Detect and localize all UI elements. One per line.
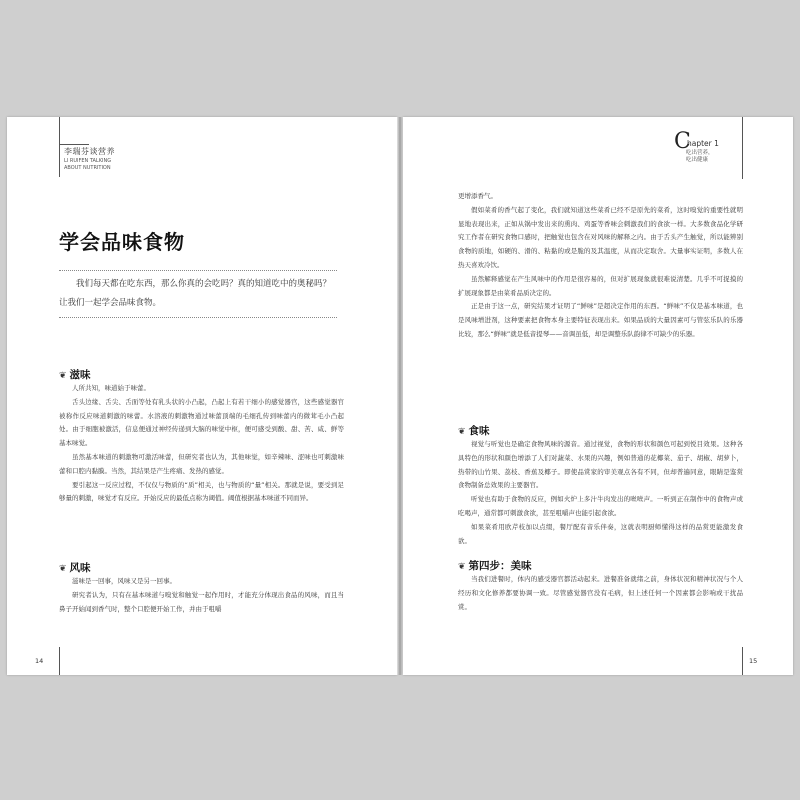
chapter-subtitle-line1: 吃出营养， bbox=[686, 150, 714, 156]
paragraph: 视觉与听觉也是确定食物风味的源音。通过视觉，食物的形状和颜色可起到悦目效果。这种各具特色的形状和颜色增添了人们对蔬菜、水果的兴趣，例如普通的花椰菜、茄子、胡椒、胡萝卜，热带的山竹果、荔枝、香蕉及椰子。即使品赏家的审美观点各有不同，但却普遍同意，眼睛是鉴赏食物制备总效果的主要器官。 bbox=[458, 440, 743, 490]
paragraph: 当我们进餐时，体内的感受器官都活动起来。进餐准备就绪之前，身体状况和精神状况与个人经历和文化修养都要协调一致。尽管感觉器官没有毛病，但上述任何一个因素都会影响或干扰品赏。 bbox=[458, 575, 743, 611]
footer-vertical-rule bbox=[742, 647, 743, 675]
section-heading-delicious bbox=[458, 554, 532, 573]
section-heading-taste bbox=[59, 363, 91, 382]
paragraph: 舌头边缘、舌尖、舌面等处有乳头状的小凸起，凸起上有若干细小的感觉器官，这些感觉器官被称作反应味道刺激的味蕾。水溶液的刺激物通过味蕾顶端的毛细孔传到味蕾内的微茸毛小凸起处。由于细胞被激活，信息便通过神经传递到大脑的味觉中枢，便可感受到酸、甜、苦、咸、鲜等基本味觉。 bbox=[59, 397, 344, 448]
page-number: 15 bbox=[749, 657, 758, 665]
leaf-icon: ❦ bbox=[458, 562, 466, 572]
leaf-icon: ❦ bbox=[59, 564, 67, 574]
paragraph: 人所共知，味道始于味蕾。 bbox=[72, 384, 150, 392]
paragraph: 假如菜肴的香气起了变化，我们就知道这些菜肴已经不是原先的菜肴，这时嗅觉的重要性就明显地表现出来，正如从锅中发出来的熏肉、鸡蛋等香味会刺激我们的食欲一样。大多数食品化学研究工作者在研究食物口感时，把触觉也包含在对风味的解释之内。由于舌头产生触觉，所以能辨别食物的质地，如硬的、滑的、粘黏的或是脆的及其温度，从而决定取舍。大量事实证明，多数人在热天喜欢冷饮。 bbox=[458, 205, 743, 269]
paragraph: 虽然基本味道的刺激物可激活味蕾，但研究者也认为，其他味觉，如辛辣味、涩味也可刺激味蕾和口腔内黏膜。当然，其结果是产生疼痛、发热的感觉。 bbox=[59, 452, 344, 475]
header-vertical-rule bbox=[742, 117, 743, 179]
title-divider-top bbox=[59, 270, 337, 271]
brand-title-cn: 李瑞芬谈营养 bbox=[64, 147, 115, 156]
section-heading-text: 风味 bbox=[69, 562, 91, 574]
section-heading-flavor bbox=[59, 556, 91, 575]
page-number: 14 bbox=[35, 657, 44, 665]
header-tick bbox=[59, 144, 89, 145]
page-title: 学会品味食物 bbox=[59, 230, 185, 254]
leaf-icon: ❦ bbox=[458, 427, 466, 437]
intro-paragraph: 我们每天都在吃东西，那么你真的会吃吗？真的知道吃中的奥秘吗？让我们一起学会品味食物。 bbox=[59, 279, 332, 308]
paragraph: 听觉也有助于食物的反应，例如火炉上多汁牛肉发出的咝咝声。一听到正在制作中的食物声或吃喝声，通常都可刺激食欲，甚至咀嚼声也能引起食欲。 bbox=[458, 495, 743, 517]
brand-en-line2: ABOUT NUTRITION bbox=[64, 164, 111, 171]
brand-en-line1: LI RUIFEN TALKING bbox=[64, 158, 112, 164]
section-body-delicious bbox=[458, 573, 743, 614]
paragraph: 虽然解释感觉在产生风味中的作用是很容易的，但对扩展现象就很难说清楚。几乎不可捉摸的扩展现象都是由菜肴品质决定的。 bbox=[458, 274, 743, 297]
right-page bbox=[403, 117, 793, 675]
footer-vertical-rule bbox=[59, 647, 60, 675]
left-page bbox=[7, 117, 397, 675]
section-heading-text: 食味 bbox=[468, 425, 490, 437]
chapter-initial: C bbox=[674, 129, 691, 154]
leaf-icon: ❦ bbox=[59, 371, 67, 381]
paragraph: 正是由于这一点，研究结果才证明了“鲜味”是超决定作用的东西。“鲜味”不仅是基本味道，也是风味增进剂，这种要素把食物本身主要特征表现出来。如果品质的大量因素可与管弦乐队的乐器比较，那么“鲜味”就是低音提琴——音调虽低，却是调整乐队韵律不可缺少的乐器。 bbox=[458, 302, 743, 338]
section-body-appearance bbox=[458, 438, 743, 548]
paragraph: 研究者认为，只有在基本味道与嗅觉和触觉一起作用时，才能充分体现出食品的风味，而且当鼻子开始闻到香气时，整个口腔便开始工作，并由于咀嚼 bbox=[59, 590, 344, 613]
header-vertical-rule bbox=[59, 117, 60, 177]
paragraph: 要引起这一反应过程，不仅仅与物质的“质”相关，也与物质的“量”相关。那就是说，要受到足够量的刺激，味觉才有反应。开始反应的最低点称为阈值。阈值根据基本味道不同而异。 bbox=[59, 480, 344, 503]
section-body-flavor bbox=[59, 575, 344, 616]
paragraph: 更增添香气。 bbox=[458, 192, 497, 200]
brand-title-en bbox=[64, 158, 111, 171]
section-heading-text: 第四步：美味 bbox=[468, 560, 532, 572]
section-heading-text: 滋味 bbox=[69, 369, 91, 381]
chapter-subtitle-line2: 吃出健康 bbox=[686, 157, 709, 163]
continued-text bbox=[458, 190, 743, 342]
section-body-taste bbox=[59, 382, 344, 506]
section-heading-appearance bbox=[458, 419, 490, 438]
paragraph: 滋味是一回事，风味又是另一回事。 bbox=[72, 577, 176, 585]
title-divider-bottom bbox=[59, 317, 337, 318]
paragraph: 如果菜肴用欧芹枝加以点缀，餐厅配有音乐伴奏，这就表明厨师懂得这样的品赏更能激发食欲。 bbox=[458, 522, 743, 545]
chapter-subtitle bbox=[686, 150, 714, 164]
chapter-label: hapter 1 bbox=[687, 139, 719, 148]
